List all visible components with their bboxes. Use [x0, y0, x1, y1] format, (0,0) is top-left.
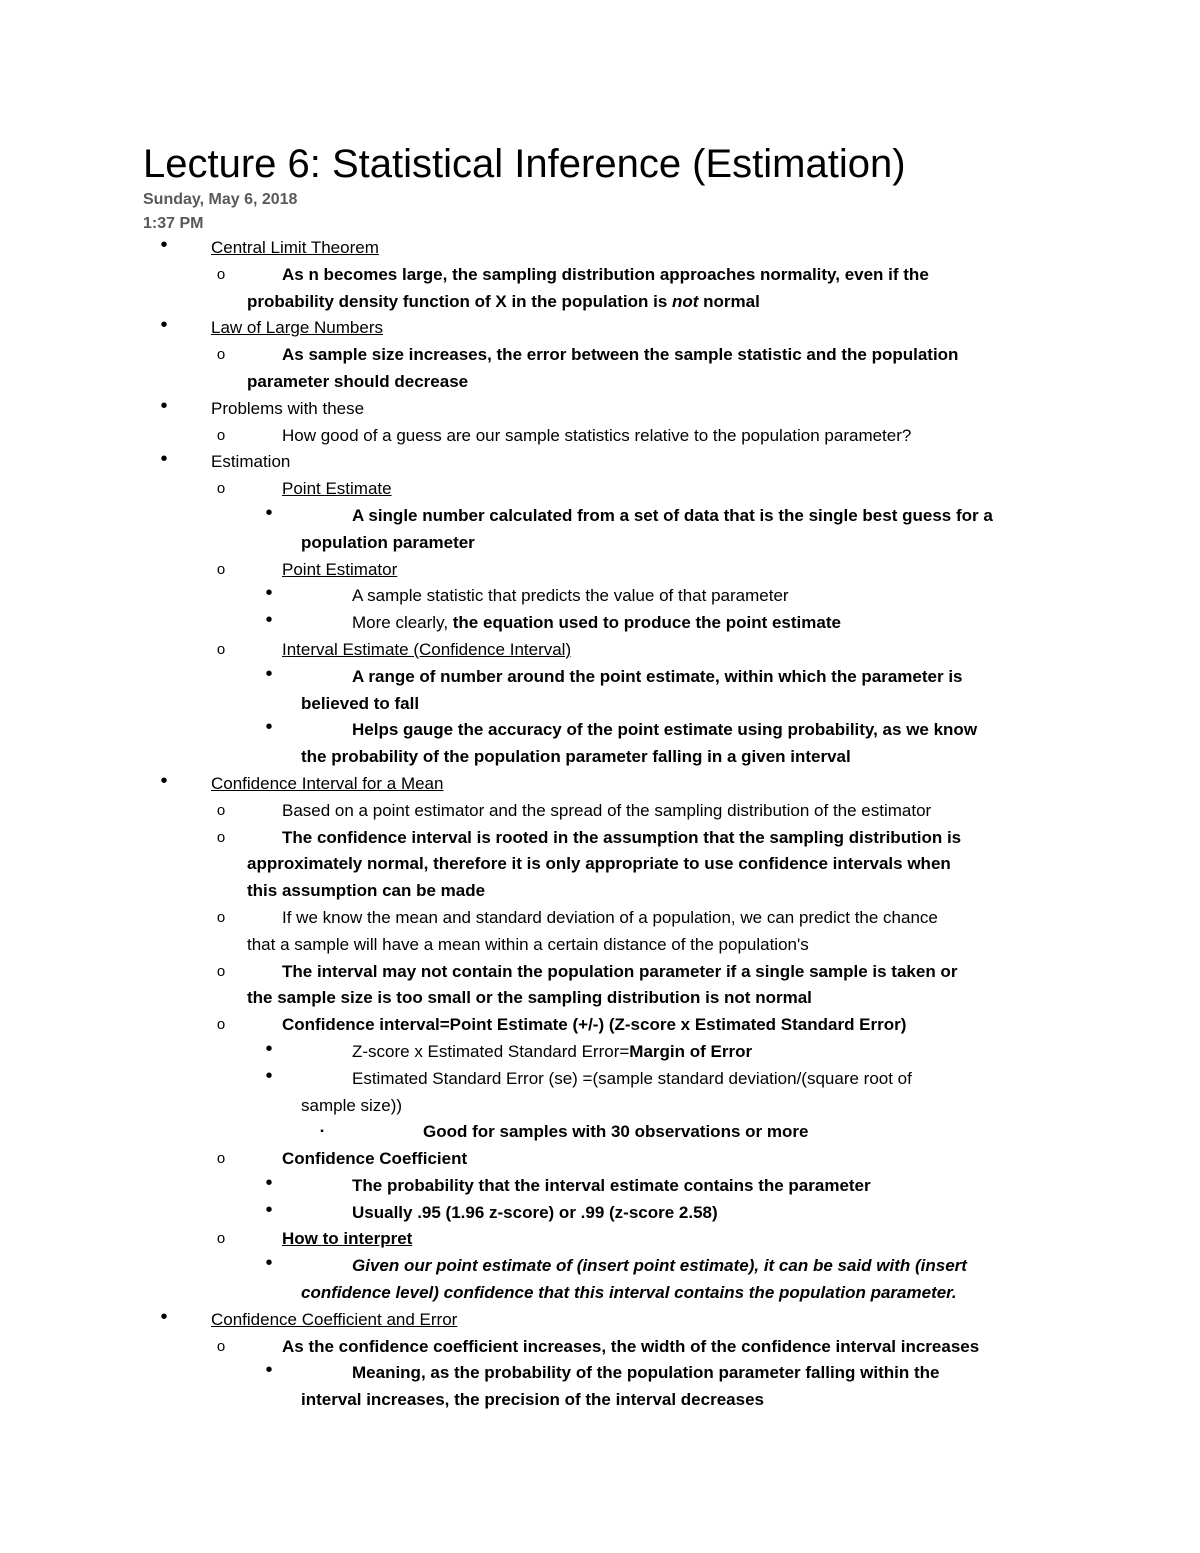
list-item — [0, 825, 1200, 905]
list-item — [0, 423, 1200, 450]
list-item — [0, 610, 1200, 637]
item-text: As n becomes large, the sampling distribution approaches normality, even if the — [282, 264, 929, 284]
list-item — [0, 315, 1200, 342]
list-item — [0, 449, 1200, 476]
list-item — [0, 1253, 1200, 1307]
circle-bullet-icon: o — [216, 828, 226, 846]
list-item — [0, 798, 1200, 825]
list-item — [0, 1307, 1200, 1334]
list-item — [0, 1066, 1200, 1120]
bullet-icon: • — [265, 501, 273, 524]
item-text-continued: interval increases, the precision of the interval decreases — [301, 1390, 764, 1410]
item-text: Point Estimator — [282, 559, 398, 579]
item-text: Z-score x Estimated Standard Error=Margin of Error — [352, 1041, 753, 1061]
square-bullet-icon: ▪ — [320, 1126, 324, 1138]
bullet-icon: • — [265, 582, 273, 605]
item-text: Confidence interval=Point Estimate (+/-) (Z-score x Estimated Standard Error) — [282, 1015, 907, 1035]
list-item — [0, 342, 1200, 396]
item-text: Given our point estimate of (insert point estimate), it can be said with (insert — [352, 1256, 967, 1276]
item-text: Good for samples with 30 observations or more — [423, 1122, 809, 1142]
item-text-continued: approximately normal, therefore it is only appropriate to use confidence intervals when — [247, 854, 951, 874]
bullet-icon: • — [160, 448, 168, 471]
bullet-icon: • — [265, 1252, 273, 1275]
list-item — [0, 557, 1200, 584]
bullet-icon: • — [265, 1359, 273, 1382]
circle-bullet-icon: o — [216, 346, 226, 364]
list-item — [0, 717, 1200, 771]
item-text: The probability that the interval estimate contains the parameter — [352, 1175, 871, 1195]
item-text-continued: the probability of the population parameter falling in a given interval — [301, 747, 851, 767]
bullet-icon: • — [160, 769, 168, 792]
list-item — [0, 1039, 1200, 1066]
item-text-continued: population parameter — [301, 532, 475, 552]
circle-bullet-icon: o — [216, 801, 226, 819]
item-text: If we know the mean and standard deviation of a population, we can predict the chance — [282, 907, 938, 927]
item-text: A single number calculated from a set of data that is the single best guess for a — [352, 505, 993, 525]
page-title: Lecture 6: Statistical Inference (Estimation) — [143, 142, 906, 186]
circle-bullet-icon: o — [216, 908, 226, 926]
bullet-icon: • — [160, 394, 168, 417]
item-text: Estimated Standard Error (se) =(sample standard deviation/(square root of — [352, 1068, 912, 1088]
item-text: A sample statistic that predicts the value of that parameter — [352, 586, 789, 606]
list-item — [0, 476, 1200, 503]
outline-list — [0, 235, 1200, 1414]
list-item — [0, 1012, 1200, 1039]
bullet-icon: • — [160, 234, 168, 256]
item-text-continued: probability density function of X in the population is not normal — [247, 291, 760, 311]
item-text: Law of Large Numbers — [211, 318, 383, 338]
list-item — [0, 583, 1200, 610]
list-item — [0, 262, 1200, 316]
item-text: Based on a point estimator and the spread of the sampling distribution of the estimator — [282, 800, 932, 820]
item-text: Confidence Coefficient — [282, 1149, 468, 1169]
list-item — [0, 905, 1200, 959]
list-item — [0, 1200, 1200, 1227]
item-text: Estimation — [211, 452, 291, 472]
circle-bullet-icon: o — [216, 426, 226, 444]
circle-bullet-icon: o — [216, 1016, 226, 1034]
list-item — [0, 1173, 1200, 1200]
bullet-icon: • — [265, 1171, 273, 1194]
item-text: The confidence interval is rooted in the assumption that the sampling distribution is — [282, 827, 962, 847]
item-text: As sample size increases, the error between the sample statistic and the population — [282, 345, 959, 365]
item-text-continued: that a sample will have a mean within a certain distance of the population's — [247, 934, 809, 954]
item-text: A range of number around the point estimate, within which the parameter is — [352, 666, 963, 686]
bullet-icon: • — [265, 1037, 273, 1060]
list-item — [0, 959, 1200, 1013]
circle-bullet-icon: o — [216, 962, 226, 980]
item-text: Usually .95 (1.96 z-score) or .99 (z-score 2.58) — [352, 1202, 718, 1222]
item-text-continued: believed to fall — [301, 693, 420, 713]
list-item — [0, 637, 1200, 664]
circle-bullet-icon: o — [216, 1230, 226, 1248]
list-item — [0, 1226, 1200, 1253]
item-text-continued: confidence level) confidence that this interval contains the population parameter. — [301, 1283, 957, 1303]
item-text: As the confidence coefficient increases, the width of the confidence interval increases — [282, 1336, 980, 1356]
item-text: The interval may not contain the population parameter if a single sample is taken or — [282, 961, 958, 981]
list-item — [0, 1119, 1200, 1146]
bullet-icon: • — [160, 1305, 168, 1328]
item-text: Point Estimate — [282, 479, 392, 499]
item-text: How to interpret — [282, 1229, 413, 1249]
list-item — [0, 664, 1200, 718]
item-text: How good of a guess are our sample statistics relative to the population parameter? — [282, 425, 912, 445]
note-time: 1:37 PM — [143, 215, 204, 232]
list-item — [0, 1360, 1200, 1414]
list-item — [0, 503, 1200, 557]
bullet-icon: • — [265, 716, 273, 739]
circle-bullet-icon: o — [216, 560, 226, 578]
bullet-icon: • — [160, 314, 168, 337]
list-item — [0, 396, 1200, 423]
bullet-icon: • — [265, 1064, 273, 1087]
item-text-continued: this assumption can be made — [247, 881, 486, 901]
bullet-icon: • — [265, 609, 273, 632]
item-text-continued: parameter should decrease — [247, 371, 469, 391]
list-item — [0, 1334, 1200, 1361]
list-item — [0, 771, 1200, 798]
list-item — [0, 235, 1200, 262]
item-text: Helps gauge the accuracy of the point estimate using probability, as we know — [352, 720, 978, 740]
item-text: Confidence Coefficient and Error — [211, 1309, 458, 1329]
item-text-continued: sample size)) — [301, 1095, 403, 1115]
circle-bullet-icon: o — [216, 1337, 226, 1355]
circle-bullet-icon: o — [216, 640, 226, 658]
bullet-icon: • — [265, 1198, 273, 1221]
item-text: Problems with these — [211, 398, 365, 418]
bullet-icon: • — [265, 662, 273, 685]
circle-bullet-icon: o — [216, 480, 226, 498]
item-text-continued: the sample size is too small or the sampling distribution is not normal — [247, 988, 812, 1008]
item-text: More clearly, the equation used to produce the point estimate — [352, 613, 841, 633]
list-item — [0, 1146, 1200, 1173]
item-text: Interval Estimate (Confidence Interval) — [282, 639, 572, 659]
item-text: Confidence Interval for a Mean — [211, 773, 444, 793]
circle-bullet-icon: o — [216, 1150, 226, 1168]
item-text: Central Limit Theorem — [211, 238, 379, 257]
circle-bullet-icon: o — [216, 265, 226, 283]
note-date: Sunday, May 6, 2018 — [143, 191, 298, 208]
item-text: Meaning, as the probability of the population parameter falling within the — [352, 1363, 940, 1383]
